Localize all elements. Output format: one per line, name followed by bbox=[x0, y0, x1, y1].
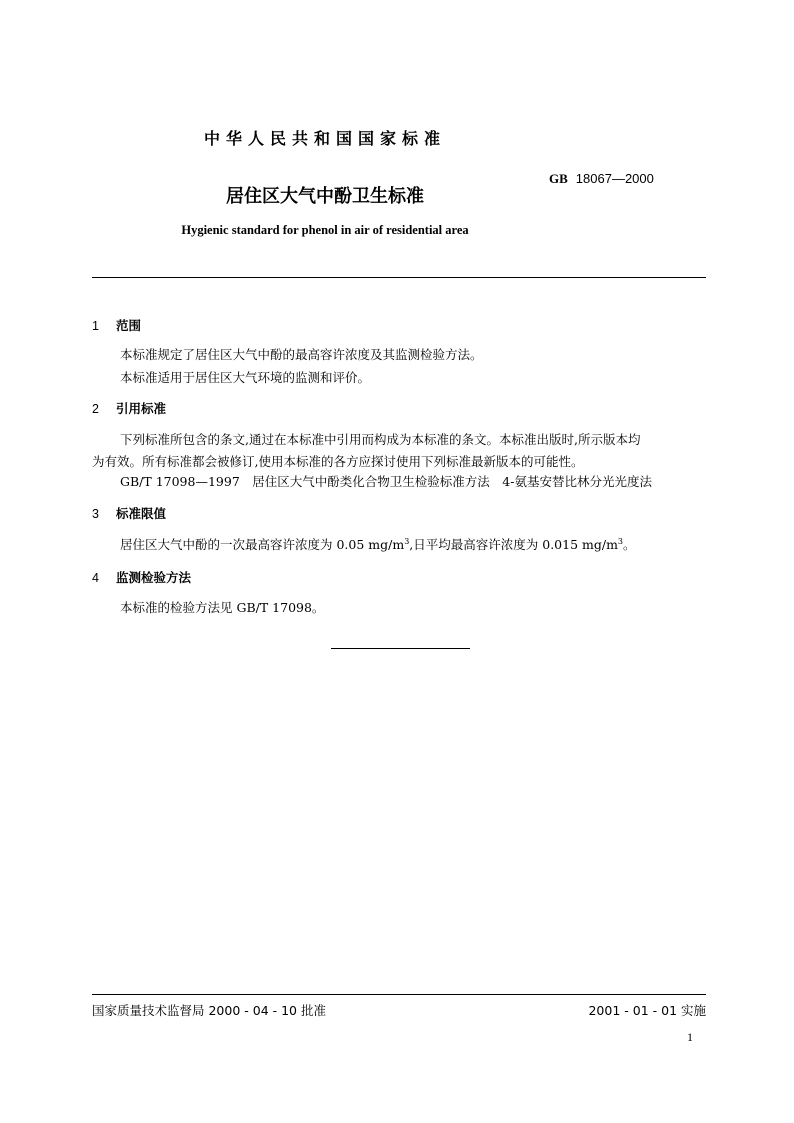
section-2-paragraph-1: 下列标准所包含的条文,通过在本标准中引用而构成为本标准的条文。本标准出版时,所示版本均 bbox=[120, 432, 641, 447]
section-3-limit-text bbox=[120, 535, 636, 553]
section-number: 4 bbox=[92, 571, 99, 585]
section-number: 3 bbox=[92, 507, 99, 521]
document-title-en: Hygienic standard for phenol in air of residential area bbox=[181, 223, 469, 237]
section-number: 2 bbox=[92, 402, 99, 416]
section-2-reference: GB/T 17098—1997 居住区大气中酚类化合物卫生检验标准方法 4-氨基安替比林分光光度法 bbox=[120, 474, 652, 489]
standard-code-prefix: GB bbox=[549, 171, 568, 186]
limit-text-part-3: 。 bbox=[623, 537, 636, 552]
section-3-heading bbox=[92, 504, 166, 522]
section-1-paragraph-2: 本标准适用于居住区大气环境的监测和评价。 bbox=[120, 370, 371, 385]
section-1-paragraph-1: 本标准规定了居住区大气中酚的最高容许浓度及其监测检验方法。 bbox=[120, 347, 483, 362]
section-4-heading bbox=[92, 568, 191, 586]
standard-code-number: 18067—2000 bbox=[575, 171, 654, 186]
document-title-zh: 居住区大气中酚卫生标准 bbox=[226, 186, 424, 207]
header-divider bbox=[92, 277, 706, 278]
section-title: 标准限值 bbox=[116, 506, 167, 521]
section-title: 监测检验方法 bbox=[116, 570, 192, 585]
section-2-heading bbox=[92, 399, 166, 417]
section-title: 范围 bbox=[116, 318, 142, 333]
footer-divider bbox=[92, 994, 706, 995]
limit-text-part-1: 居住区大气中酚的一次最高容许浓度为 0.05 mg/m bbox=[120, 537, 405, 552]
unit-exponent: 3 bbox=[404, 536, 410, 546]
page-number: 1 bbox=[687, 1030, 693, 1044]
approval-date: 国家质量技术监督局 2000 - 04 - 10 批准 bbox=[92, 1003, 326, 1018]
end-of-text-rule bbox=[331, 648, 470, 649]
implementation-date: 2001 - 01 - 01 实施 bbox=[588, 1003, 706, 1018]
section-title: 引用标准 bbox=[116, 401, 167, 416]
section-4-paragraph-1: 本标准的检验方法见 GB/T 17098。 bbox=[120, 600, 325, 615]
limit-text-part-2: ,日平均最高容许浓度为 0.015 mg/m bbox=[409, 537, 618, 552]
national-standard-label: 中华人民共和国国家标准 bbox=[203, 129, 446, 148]
section-1-heading bbox=[92, 316, 141, 334]
section-number: 1 bbox=[92, 319, 99, 333]
section-2-paragraph-1-cont: 为有效。所有标准都会被修订,使用本标准的各方应探讨使用下列标准最新版本的可能性。 bbox=[92, 454, 584, 469]
unit-exponent: 3 bbox=[617, 536, 624, 546]
